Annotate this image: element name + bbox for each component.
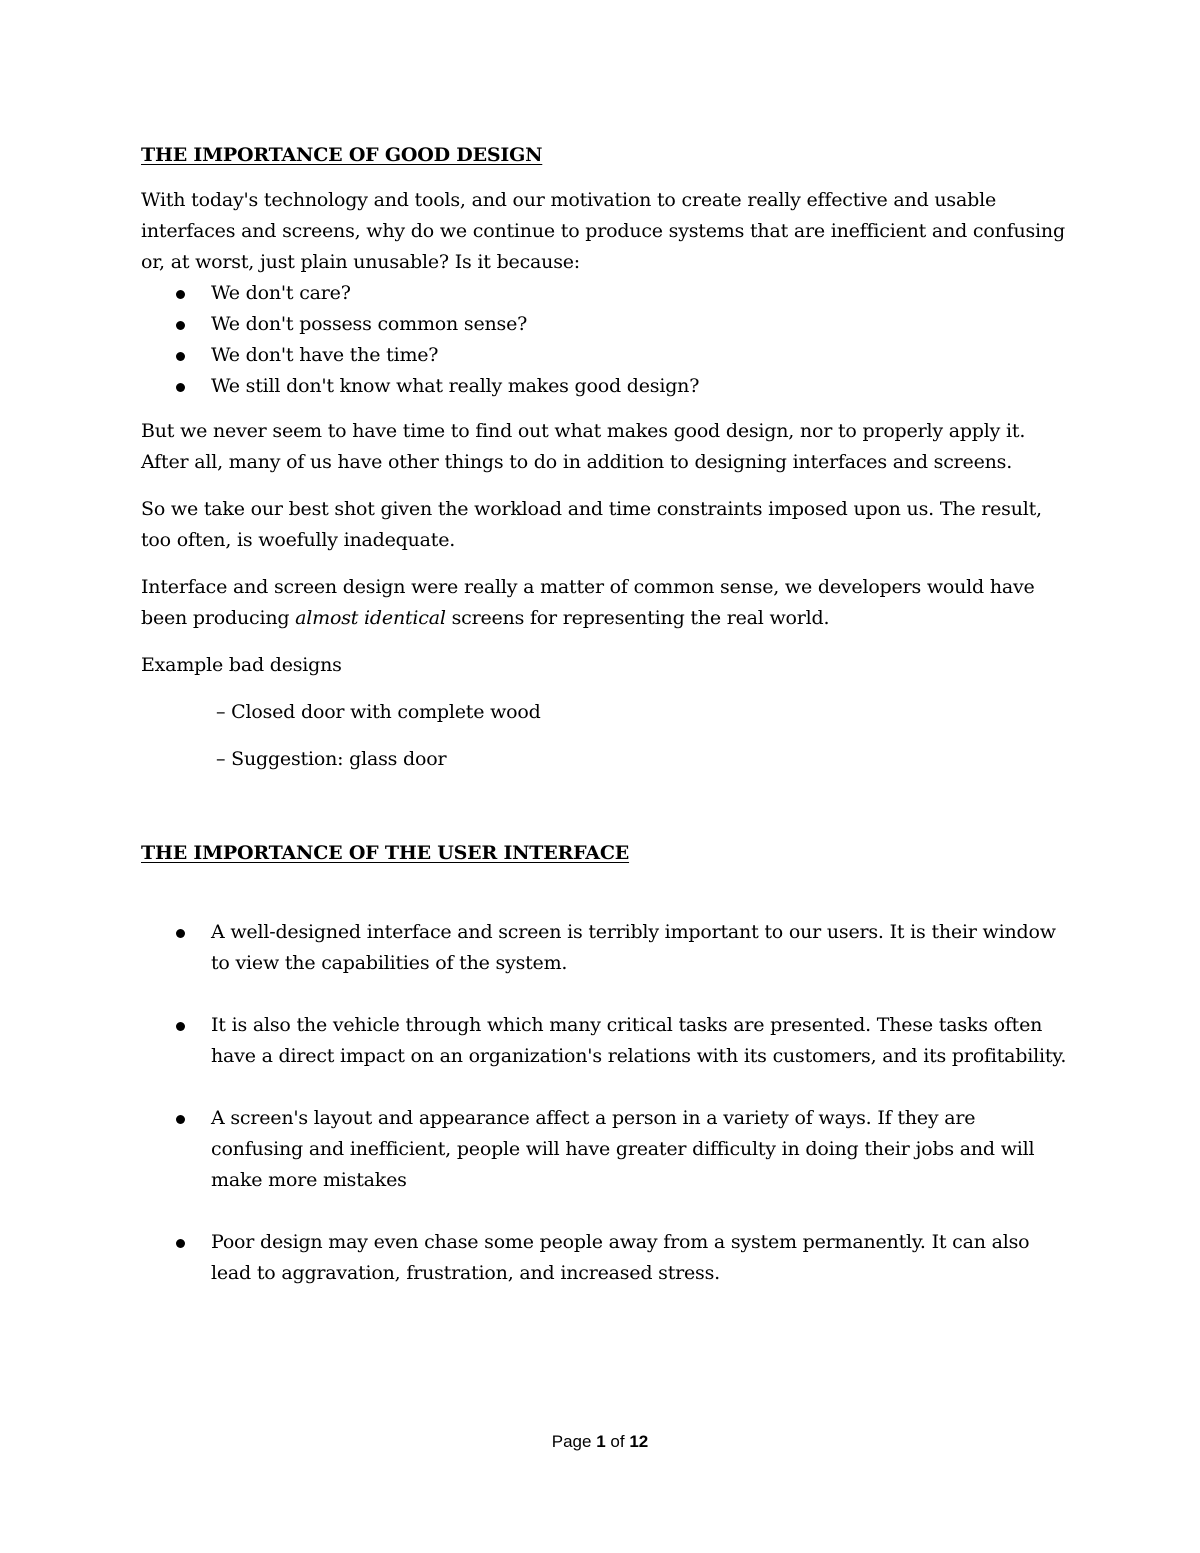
paragraph-text: screens for representing the real world. — [445, 607, 830, 629]
paragraph-text: Interface and screen design were really a matter of common sense, we developers would have been producing — [141, 576, 1035, 629]
list-item-text: We don't have the time? — [211, 344, 439, 366]
list-item — [141, 917, 1071, 979]
italic-phrase: almost identical — [295, 607, 446, 629]
list-item-text: A well-designed interface and screen is terribly important to our users. It is their window to view the capabilities of the system. — [211, 921, 1056, 974]
page-content — [141, 140, 1071, 1289]
list-item-text: Poor design may even chase some people away from a system permanently. It can also lead to aggravation, frustration, and increased stress. — [211, 1231, 1030, 1284]
bullet-icon — [176, 290, 185, 299]
bullet-icon — [176, 1115, 185, 1124]
list-item-text: We don't care? — [211, 282, 351, 304]
page-word: Page — [551, 1432, 592, 1451]
list-item-text: We still don't know what really makes good design? — [211, 375, 700, 397]
current-page-number: 1 — [596, 1432, 606, 1451]
ui-importance-bullet-list — [141, 917, 1071, 1289]
example-item: – Closed door with complete wood — [216, 701, 541, 723]
paragraph-common-sense — [141, 572, 1071, 634]
paragraph-best-shot: So we take our best shot given the workload and time constraints imposed upon us. The result, too often, is woefully inadequate. — [141, 498, 1042, 551]
bullet-icon — [176, 1239, 185, 1248]
example-label: Example bad designs — [141, 654, 342, 676]
bullet-icon — [176, 352, 185, 361]
paragraph-good-design-time: But we never seem to have time to find out what makes good design, nor to properly apply it. After all, many of us have other things to do in addition to designing interfaces and screens. — [141, 420, 1026, 473]
list-item — [141, 1010, 1071, 1072]
bullet-icon — [176, 929, 185, 938]
page-footer — [0, 1432, 1200, 1452]
bullet-icon — [176, 321, 185, 330]
bullet-icon — [176, 1022, 185, 1031]
list-item — [141, 1103, 1071, 1196]
list-item — [141, 371, 1071, 402]
section-heading-user-interface: THE IMPORTANCE OF THE USER INTERFACE — [141, 842, 630, 864]
list-item — [141, 1227, 1071, 1289]
intro-paragraph: With today's technology and tools, and our motivation to create really effective and usable interfaces and screens, why do we continue to produce systems that are inefficient and confusing or, at worst, just plain unusable? Is it because: — [141, 189, 1065, 273]
list-item-text: It is also the vehicle through which many critical tasks are presented. These tasks often have a direct impact on an organization's relations with its customers, and its profitability. — [211, 1014, 1067, 1067]
list-item — [141, 340, 1071, 371]
list-item — [141, 309, 1071, 340]
total-pages-number: 12 — [629, 1432, 649, 1451]
list-item-text: We don't possess common sense? — [211, 313, 528, 335]
question-bullet-list — [141, 278, 1071, 402]
of-word: of — [610, 1432, 625, 1451]
example-item: – Suggestion: glass door — [216, 748, 447, 770]
bullet-icon — [176, 383, 185, 392]
section-heading-good-design: THE IMPORTANCE OF GOOD DESIGN — [141, 144, 543, 166]
list-item — [141, 278, 1071, 309]
list-item-text: A screen's layout and appearance affect a person in a variety of ways. If they are confusing and inefficient, people will have greater difficulty in doing their jobs and will make more mistakes — [211, 1107, 1035, 1191]
